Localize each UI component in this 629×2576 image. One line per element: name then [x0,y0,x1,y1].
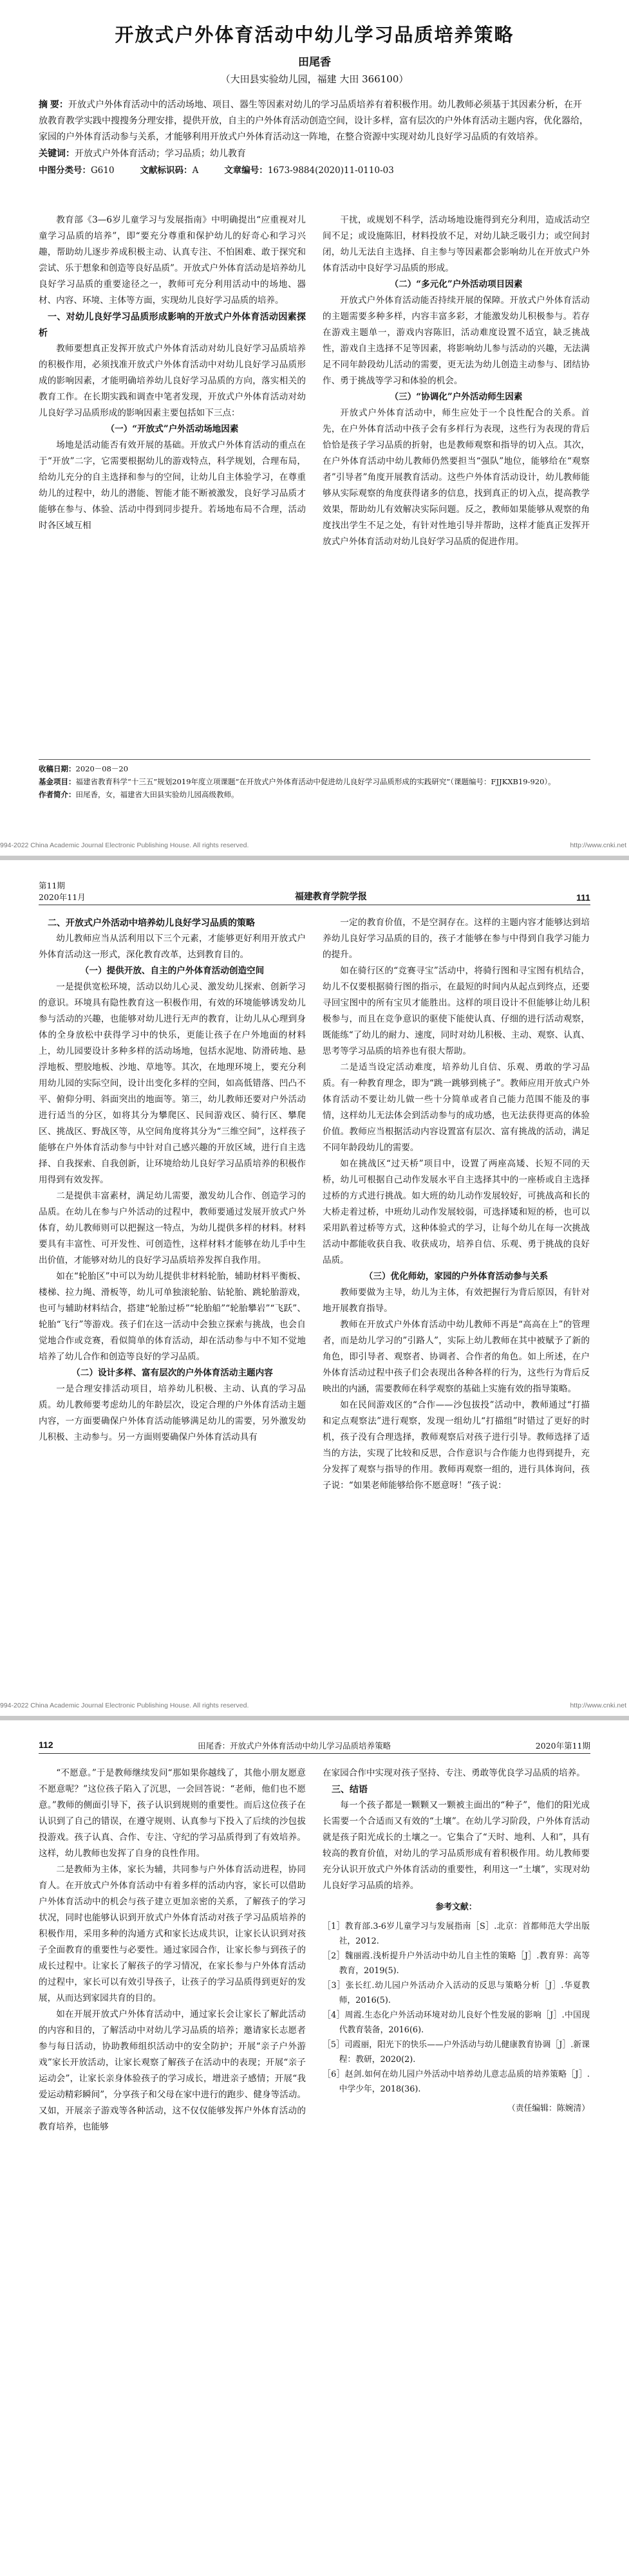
body-columns [39,212,590,550]
classification-meta [39,162,590,179]
subsection-heading: （二）“多元化”户外活动项目因素 [390,279,523,290]
paragraph: 一是提供宽松环境，活动以幼儿心灵、激发幼儿探索、创新学习的意识。环境具有隐性教育这一积极作用，有效的环境能够诱发幼儿参与活动的兴趣，也能够对幼儿进行无声的教育，让幼儿从心理到身体的全身放松中获得学习中的快乐，更能让孩子在户外地面的材料上，幼儿园要设计多种多样的活动场地，包括水泥地、防滑砖地、悬浮地板、塑胶地板、沙地、草地等。其次，在地理环境上，要充分利用幼儿园的实际空间，设计出变化多样的空间，如高低错落、凹凸不平、俯仰分明、斜面突出的地面等。第三，幼儿教师还要对户外活动进行适当的分区，如将其分为攀爬区、民间游戏区、骑行区、攀爬区、挑战区、野战区等，从空间角度将其分为“三维空间”，这样孩子能够在户外体育活动参与中针对自己感兴趣的开放区域，进行自主选择、自我探索、自我创新，让环境给幼儿良好学习品质培养的积极作用得到有效发挥。 [39,982,306,1185]
keywords-text: 开放式户外体育活动；学习品质；幼儿教育 [75,149,246,159]
paragraph: 一是合理安排活动项目，培养幼儿积极、主动、认真的学习品质。幼儿教师要考虑幼儿的年龄层次，设定合理的户外体育活动主题内容，一方面要确保户外体育活动能够满足幼儿的需要，另外激发幼儿积极、主动参与。另一方面则要确保户外体育活动具有 [39,1384,306,1442]
paragraph: 每一个孩子都是一颗颗又一颗被主面出的“种子”，他们的阳光成长需要一个合适而又有效的“土壤”。在幼儿学习阶段，户外体育活动就是孩子阳光成长的土壤之一。它集合了“天时、地利、人和”，具有较高的教育价值，对幼儿的学习品质形成有着积极作用。幼儿教师要充分认识开放式户外体育活动的重要性，利用这一“土壤”，实现对幼儿良好学习品质的培养。 [323,1800,590,1891]
issue-info: 2020年第11期 [535,1741,590,1751]
reference-item: ［3］张长红.幼儿园户外活动介入活动的反思与策略分析［J］.华夏教师，2016(5). [323,1981,590,2005]
paragraph: 教师要做为主导，幼儿为主体，有效把握行为背后原因，有针对地开展教育指导。 [323,1287,590,1314]
page-number: 112 [39,1740,53,1750]
issue-info [39,879,86,903]
paragraph: 幼儿教师应当从活利用以下三个元素，才能够更好利用开放式户外体育活动这一形式，深化教育改革，达到教育目的。 [39,934,306,960]
fund-label: 基金项目： [39,777,76,786]
paragraph: 一定的教育价值，不是空洞存在。这样的主题内容才能够达到培养幼儿良好学习品质的目的，孩子才能够在参与中得到自我学习能力的提升。 [323,917,590,960]
paragraph: 场地是活动能否有效开展的基础。开放式户外体育活动的重点在于“开放”二字，它需要根据幼儿的游戏特点，科学规划，合理布局，给幼儿充分的自主选择和参与的空间，让幼儿自主体验学习，在尊重幼儿的过程中，幼儿的潜能、智能才能不断被激发，良好学习品质才能够在参与、体验、活动中得到同步提升。若场地布局不合理，活动时各区域互相 [39,440,306,531]
footer-url: http://www.cnki.net [570,842,626,849]
article-title: 开放式户外体育活动中幼儿学习品质培养策略 [115,25,514,46]
reference-item: ［6］赵剑.如何在幼儿园户外活动中培养幼儿意志品质的培养策略［J］.中学少年，2018(36). [323,2070,590,2094]
column-right [323,915,590,1494]
article-number-value: 1673-9884(2020)11-0110-03 [267,165,394,176]
received-date: 2020－08－20 [75,764,129,773]
bio-text: 田尾香，女，福建省大田县实验幼儿园高级教师。 [75,790,239,799]
column-left [39,915,306,1494]
abstract-block [39,97,590,179]
keywords-label: 关键词： [39,148,75,158]
subsection-heading: （一）提供开放、自主的户外体育活动创造空间 [80,966,265,976]
paragraph: 二是适当设定活动难度，培养幼儿自信、乐观、勇敢的学习品质。有一种教育理念，即为“跳一跳够到桃子”。教师应用开放式户外体育活动不要让幼儿做一些十分简单或者自己能力范围不能及的事情，这样幼儿无法体会到活动参与的成功感，也无法获得更高的体验价值。教师应当根据活动内容设置富有层次、富有挑战的活动，满足不同年龄段幼儿的需要。 [323,1062,590,1153]
clc-label: 中图分类号： [39,165,91,175]
page-3 [0,1720,629,2576]
issue-number: 第11期 [39,881,65,890]
paragraph: 如在民间游戏区的“合作——沙包拔投”活动中，教师通过“打描和定点观察法”进行观察，发现一组幼儿“打描组”时错过了更好的时机，孩子没有合理选择，教师观察后对孩子进行引导。教师选择了适当的方法，实现了比较和反思，合作意识与合作能力也得到提升，充分发挥了观察与指导的作用。教师再观察一组的，进行具体询问，孩子说：“如果老师能够给你不愿意呀！”孩子说： [323,1400,590,1491]
column-left [39,212,306,550]
paragraph: 教育部《3—6岁儿童学习与发展指南》中明确提出“应重视对儿童学习品质的培养”，即“要充分尊重和保护幼儿的好奇心和学习兴趣，帮助幼儿逐步养成积极主动、认真专注、不怕困难、敢于探究和尝试、乐于想象和创造等良好品质”。开放式户外体育活动是培养幼儿良好学习品质的重要途径之一，教师可充分利用活动中的场地、器材、内容、环境、主体等方面，实现幼儿良好学习品质的培养。 [39,215,306,306]
reference-item: ［1］教育部.3-6岁儿童学习与发展指南［S］.北京：首都师范大学出版社，2012. [323,1922,590,1946]
body-columns [39,915,590,1494]
abstract-text: 开放式户外体育活动中的活动场地、项目、器生等因素对幼儿的学习品质培养有着积极作用。幼儿教师必须基于其因素分析，在开放教育教学实践中搜搜务分理安排，提供开放，自主的户外体育活动创造空间，设计多样，富有层次的户外体育活动主题内容，优化器给，家园的户外体育活动参与关系，才能够利用开放式户外体育活动这一阵地，在整合资源中实现对幼儿良好学习品质的有效培养。 [39,100,588,142]
subsection-heading: （一）“开放式”户外活动场地因素 [106,424,239,434]
paragraph: 干扰，或规划不科学，活动场地设施得到充分利用，造成活动空间不足；或设施陈旧，材料投放不足，对幼儿缺乏吸引力；或空间封闭，幼儿无法自主选择、自主参与等因素都会影响幼儿在开放式户外体育活动中良好学习品质的形成。 [323,215,590,273]
copyright-notice: 994-2022 China Academic Journal Electronic Publishing House. All rights reserved. [0,842,249,849]
references-title: 参考文献： [435,1902,477,1911]
responsible-editor: （责任编辑：陈婉清） [507,2104,590,2113]
received-label: 收稿日期： [39,764,76,773]
issue-date: 2020年11月 [39,892,86,902]
keywords [39,145,590,162]
section-heading: 二、开放式户外活动中培养幼儿良好学习品质的策略 [48,917,255,928]
paragraph: 开放式户外体育活动能否持续开展的保障。开放式户外体育活动的主题需要多种多样，内容丰富多彩，才能激发幼儿积极参与。若存在游戏主题单一，游戏内容陈旧，活动难度设置不适宜，缺乏挑战性，游戏自主选择不足等因素，将影响幼儿参与活动的兴趣，无法满足不同年龄段幼儿活动的需要，更无法为幼儿创造主动参与、团结协作、勇于挑战等学习和体验的机会。 [323,295,590,386]
copyright-notice: 994-2022 China Academic Journal Electronic Publishing House. All rights reserved. [0,1702,249,1709]
column-left [39,1765,306,2135]
fund-text: 福建省教育科学“十三五”规划2019年度立项课题“在开放式户外体育活动中促进幼儿良好学习品质形成的实践研究”（课题编号：FJJKXB19-920）。 [75,777,556,786]
subsection-heading: （三）优化师幼，家园的户外体育活动参与关系 [364,1271,549,1282]
page-1 [0,0,629,856]
reference-item: ［4］周霞.生态化户外活动环境对幼儿良好个性发展的影响［J］.中国现代教育装备，2016(6). [323,2010,590,2035]
subsection-heading: （二）设计多样、富有层次的户外体育活动主题内容 [71,1368,273,1378]
paragraph: 在家园合作中实现对孩子坚持、专注、勇敢等优良学习品质的培养。 [323,1768,585,1778]
running-header [39,879,590,905]
paragraph: 教师要想真正发挥开放式户外体育活动对幼儿良好学习品质培养的积极作用，必须找准开放式户外体育活动中对幼儿良好学习品质形成的影响因素，才能明确培养幼儿良好学习品质的方向，落实相关的教育工作。在长期实践和调查中笔者发现，开放式户外体育活动对幼儿良好学习品质形成的影响因素主要包括如下三点： [39,344,306,418]
section-heading: 三、结语 [332,1784,368,1794]
running-title: 田尾香：开放式户外体育活动中幼儿学习品质培养策略 [198,1741,391,1751]
clc-value: G610 [91,165,115,176]
paragraph: 教师在开放式户外体育活动中幼儿教师不再是“高高在上”的管理者，而是幼儿学习的”引路人”，实际上幼儿教师在其中被赋予了新的角色，即引导者、观察者、协调者、合作者的角色。如上所述，在户外体育活动过程中孩子们会表现出各种各样的行为，这些行为背后反映出的内涵，需要教师在科学观察的基础上实施有效的指导策略。 [323,1320,590,1394]
abstract-label: 摘 要： [39,99,68,109]
article-number-label: 文章编号： [224,165,268,175]
column-right [323,1765,590,2135]
journal-name: 福建教育学院学报 [294,891,367,901]
paragraph: 开放式户外体育活动中，师生应处于一个良性配合的关系。首先，在户外体育活动中孩子会有多样行为表现，这些行为表现的背后恰恰是孩子学习品质的折射，也是教师观察和指导的切入点。其次，在户外体育活动中幼儿教师仍然要担当“强队”地位，能够给在“观察者”引导者”角度开展教育活动。这些户外体育活动设计，幼儿教师能够从实际观察的角度获得诸多的信息，找到真正的切入点，提高教学效果，帮助幼儿有效解决实际问题。反之，教师如果能够从观察的角度找出学生不足之处，有针对性地引导并帮助，这样才能真正发挥开放式户外体育活动对幼儿良好学习品质的促进作用。 [323,408,590,547]
footer-url: http://www.cnki.net [570,1702,626,1709]
section-heading: 一、对幼儿良好学习品质形成影响的开放式户外体育活动因素探析 [39,311,306,338]
doc-code-value: A [192,165,199,176]
subsection-heading: （三）“协调化”户外活动师生因素 [390,392,523,402]
paragraph: 二是提供丰富素材，满足幼儿需要，激发幼儿合作、创造学习的品质。在幼儿在参与户外活动的过程中，教师要通过发展开放式户外体育，幼儿教师则可以把握这一特点，为幼儿提供多样的材料。材料要具有丰富性、可开发性、可创造性，这样材料才能够在幼儿手中生出价值，才能够对幼儿的良好学习品质培养发挥自我作用。 [39,1191,306,1265]
body-columns [39,1765,590,2135]
paragraph: 二是教师为主体，家长为辅，共同参与户外体育活动进程，协同育人。在开放式户外体育活动中有着多样的活动内容，家长可以借助户外体育活动中的机会与孩子建立更加亲密的关系，了解孩子的学习状况，同时也能够认识到开放式户外体育活动对孩子学习品质培养的积极作用，采用多种的沟通方式和家长达成共识，让家长认识到对孩子全面教育的重要性与必要性。通过家园合作，让家长参与到孩子的成长过程中。让家长了解孩子的学习情况，在家长参与户外体育活动的过程中，家长可以有效引导孩子，让孩子的学习品质得到更好的发展，从而达到家园共育的目的。 [39,1864,306,2003]
footnotes [39,759,590,801]
paragraph: 如在开展开放式户外体育活动中，通过家长会让家长了解此活动的内容和目的，了解活动中对幼儿学习品质的培养；邀请家长志愿者参与每日活动，协助教师组织活动中的安全防护；开展“亲子户外游戏”家长开放活动，让家长观察了解孩子在活动中的表现；开展“亲子运动会”，让家长亲身体验孩子的学习成长，增进亲子感情；开展“我爱运动精彩瞬间”，分享孩子和父母在家中进行的跑步、健身等活动。又如，开展亲子游戏等各种活动，这不仅仅能够发挥户外体育活动的教育培养，也能够 [39,2009,306,2132]
column-right [323,212,590,550]
paragraph: 如在骑行区的“竞赛寻宝”活动中，将骑行图和寻宝图有机结合，幼儿不仅要根据骑行图的指示，在最短的时间内从起点到终点，还要寻回宝图中的所有宝贝才能胜出。这样的项目设计不但能够让幼儿积极参与，而且在竞争意识的驱使下能使认真、仔细的进行活动观察，既能练“了幼儿的耐力、速度，同时对幼儿积极、主动、观察、认真、思考等学习品质的培养也有很大帮助。 [323,966,590,1056]
abstract [39,97,590,145]
paragraph: 如在“轮胎区”中可以为幼儿提供非材料轮胎，辅助材料平衡板、楼梯、拉力绳、滑板等，幼儿可单独滚轮胎、钻轮胎、跳轮胎游戏，也可与辅助材料结合，搭建“轮胎过桥”“轮胎船”“轮胎攀岩”“飞跃”、轮胎“飞行”等游戏。孩子们在这一活动中会独立探索与挑战，也会自觉地合作或竞赛，看似简单的体育活动，却在活动参与中不知不觉地培养了幼儿合作和创造等良好的学习品质。 [39,1271,306,1362]
page-2 [0,860,629,1716]
page-number: 111 [576,892,590,903]
paragraph: “不愿意。”于是教师继续发问“那如果你越线了，其他小朋友愿意不愿意呢？”这位孩子陷入了沉思，一会回答说：“老师，他们也不愿意。”教师的侧面引导下，孩子认识到规则的重要性。而后这位孩子在认识到了自己的错误，在遵守规则、认真参与下投入了后续的沙包拔投游戏。孩子认真、合作、专注、守纪的学习品质得到了有效培养。这样，幼儿教师也发挥了自身的良性作用。 [39,1768,306,1859]
doc-code-label: 文献标识码： [140,165,192,175]
reference-item: ［5］司霞丽，阳光下的快乐——户外活动与幼儿健康教育协调［J］.新课程：教研，2020(2). [323,2040,590,2065]
reference-item: ［2］魏丽霞.浅析提升户外活动中幼儿自主性的策略［J］.教育界：高等教育，2019(5). [323,1951,590,1976]
author-name: 田尾香 [298,56,331,69]
author-affiliation: （大田县实验幼儿园，福建 大田 366100） [220,73,409,85]
references [323,1899,590,2097]
bio-label: 作者简介： [39,790,76,799]
paragraph: 如在挑战区“过天桥”项目中，设置了两座高矮、长短不同的天桥，幼儿可根据自己动作发展水平自主选择其中的一座桥或自主选择过桥的方式进行挑战。如大班的幼儿动作发展较好，可挑战高和长的大桥走着过桥，中班幼儿动作发展较弱，可选择矮和短的桥，也可以采用趴着过桥等方式，这种体验式的学习，让每个幼儿在每一次挑战活动中都能收获自我、收获成功，培养自信、乐观、勇于挑战的良好品质。 [323,1159,590,1265]
running-header [39,1740,590,1754]
